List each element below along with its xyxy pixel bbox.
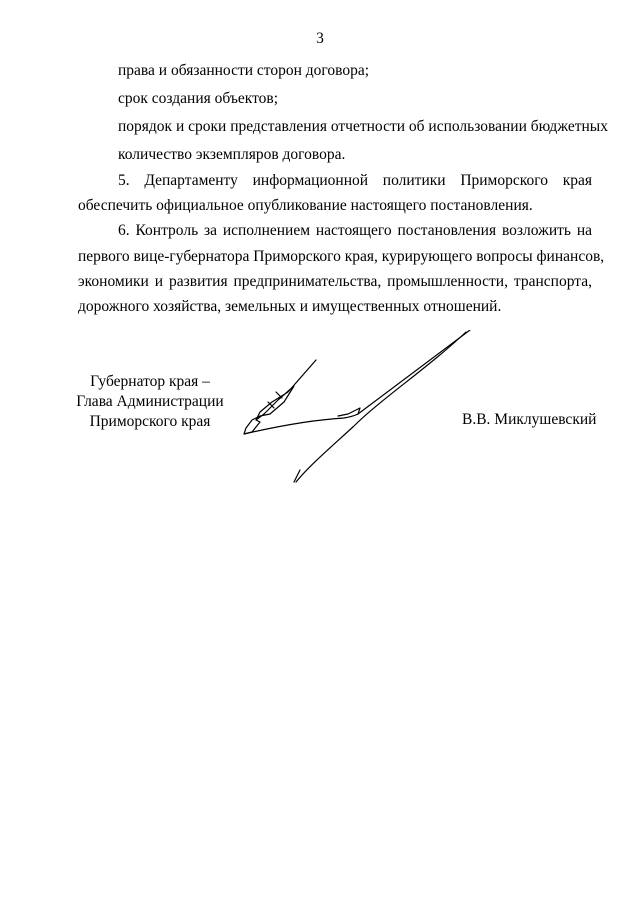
paragraph-5-line: 5. Департаменту информационной политики Приморского края	[118, 172, 592, 189]
handwritten-signature	[230, 330, 480, 490]
paragraph-6-line: дорожного хозяйства, земельных и имущественных отношений.	[78, 298, 502, 315]
list-item: срок создания объектов;	[118, 90, 279, 107]
paragraph-6-line: экономики и развития предпринимательства, промышленности, транспорта,	[78, 273, 592, 290]
list-item: права и обязанности сторон договора;	[118, 62, 370, 79]
signer-position	[70, 372, 230, 432]
signer-position-line: Приморского края	[89, 413, 211, 430]
signer-position-line: Губернатор края –	[90, 373, 210, 390]
list-item: порядок и сроки представления отчетности об использовании бюджетных	[118, 118, 608, 135]
page-number: 3	[316, 30, 324, 47]
paragraph-6-line: первого вице-губернатора Приморского края, курирующего вопросы финансов,	[78, 248, 605, 265]
paragraph-6-line: 6. Контроль за исполнением настоящего постановления возложить на	[118, 222, 592, 239]
signer-name: В.В. Миклушевский	[462, 411, 597, 428]
paragraph-5-line: обеспечить официальное опубликование настоящего постановления.	[78, 197, 533, 214]
signer-position-line: Глава Администрации	[76, 393, 224, 410]
list-item: количество экземпляров договора.	[118, 146, 346, 163]
